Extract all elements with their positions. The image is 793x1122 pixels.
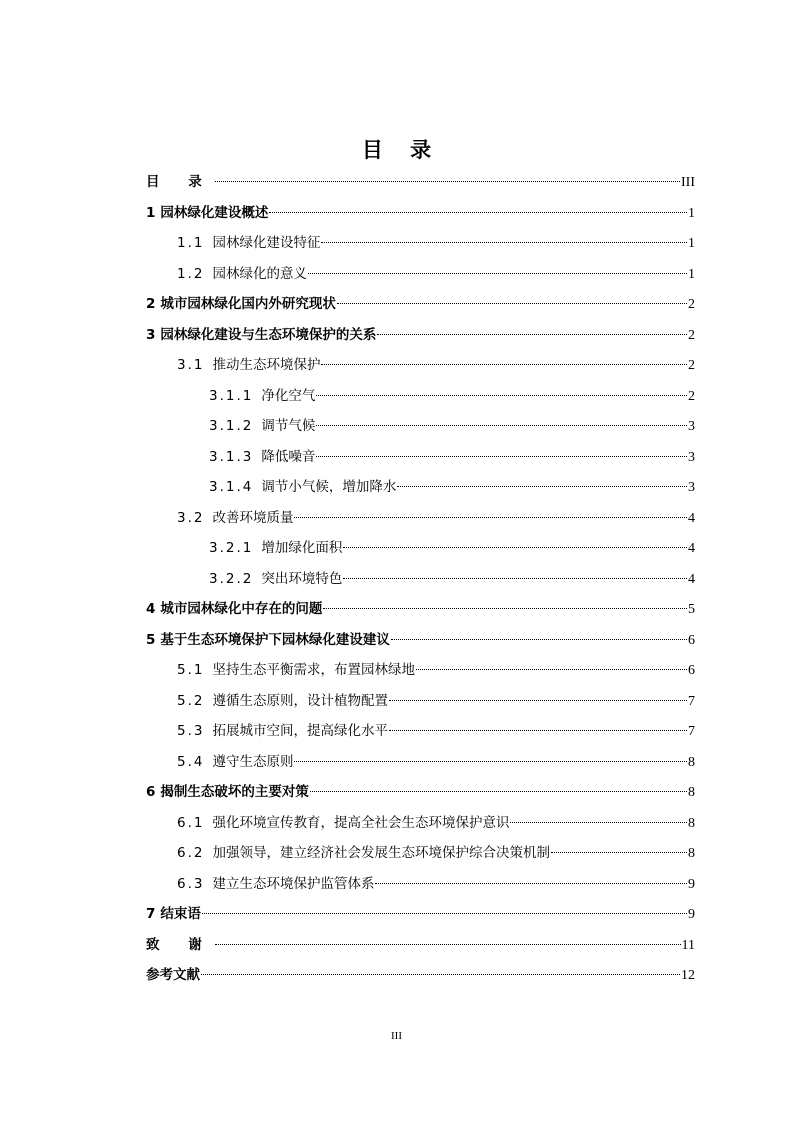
toc-dot-leader	[316, 395, 687, 396]
toc-dot-leader	[316, 425, 687, 426]
toc-entry-page: 11	[681, 937, 695, 953]
toc-entry-number: 7	[146, 906, 156, 922]
toc-entry[interactable]	[146, 228, 695, 259]
toc-dot-leader	[391, 639, 687, 640]
toc-entry[interactable]	[146, 381, 695, 412]
toc-entry-label: 强化环境宣传教育，提高全社会生态环境保护意识	[212, 814, 510, 831]
toc-entry-page: 7	[688, 693, 695, 709]
toc-entry-label: 调节小气候，增加降水	[261, 479, 397, 495]
toc-entry-page: 8	[688, 754, 695, 770]
toc-entry-page: 2	[688, 388, 695, 404]
toc-entry-label: 园林绿化建设与生态环境保护的关系	[160, 326, 377, 343]
toc-entry-page: 8	[688, 846, 695, 861]
toc-entry[interactable]	[146, 411, 695, 442]
toc-entry[interactable]	[146, 808, 695, 839]
toc-entry-label: 建立生态环境保护监管体系	[212, 875, 375, 892]
toc-entry-label: 园林绿化建设特征	[212, 235, 321, 251]
toc-entry-page: 9	[688, 907, 695, 922]
page-title: 目 录	[361, 138, 442, 162]
toc-entry[interactable]	[146, 198, 695, 229]
toc-entry-page: 6	[688, 663, 695, 678]
toc-entry-page: 1	[688, 205, 695, 221]
toc-entry-page: 3	[688, 419, 695, 434]
toc-dot-leader	[321, 364, 687, 365]
toc-entry-number: 1.2	[177, 265, 205, 282]
toc-entry-number: 5	[146, 631, 156, 648]
toc-entry-label: 突出环境特色	[261, 570, 343, 587]
toc-entry-label: 参考文献	[146, 967, 200, 983]
toc-entry-page: 3	[688, 449, 695, 465]
toc-entry[interactable]	[146, 594, 695, 625]
toc-entry[interactable]	[146, 930, 695, 961]
toc-entry-label: 改善环境质量	[212, 509, 294, 526]
toc-entry-label: 遵守生态原则	[212, 753, 294, 770]
toc-entry-number: 3	[146, 326, 156, 343]
toc-dot-leader	[294, 761, 687, 762]
toc-dot-leader	[551, 852, 687, 853]
toc-entry-number: 3.1.2	[209, 418, 254, 434]
toc-dot-leader	[323, 608, 687, 609]
toc-entry-label: 降低噪音	[261, 448, 316, 465]
toc-entry-page: 2	[688, 327, 695, 343]
toc-entry-label: 城市园林绿化中存在的问题	[160, 601, 323, 617]
toc-dot-leader	[397, 486, 687, 487]
toc-entry-number: 3.1.4	[209, 479, 254, 495]
toc-entry-number: 5.4	[177, 753, 205, 770]
toc-entry-page: 2	[688, 358, 695, 373]
toc-entry[interactable]	[146, 899, 695, 930]
toc-entry[interactable]	[146, 503, 695, 534]
toc-entry[interactable]	[146, 838, 695, 869]
toc-entry-label: 基于生态环境保护下园林绿化建设建议	[160, 631, 390, 648]
toc-entry[interactable]	[146, 777, 695, 808]
toc-entry[interactable]	[146, 472, 695, 503]
toc-entry-number: 5.3	[177, 723, 205, 739]
toc-entry-label: 推动生态环境保护	[212, 357, 321, 373]
toc-entry[interactable]	[146, 655, 695, 686]
toc-dot-leader	[375, 883, 687, 884]
toc-entry[interactable]	[146, 350, 695, 381]
toc-entry-number: 3.2.2	[209, 570, 254, 587]
toc-entry-label: 增加绿化面积	[261, 540, 343, 556]
toc-entry-number: 5.1	[177, 662, 205, 678]
toc-dot-leader	[416, 669, 687, 670]
toc-entry-label: 园林绿化的意义	[212, 265, 307, 282]
toc-dot-leader	[510, 822, 687, 823]
toc-entry-page: III	[681, 175, 695, 190]
toc-entry-page: 7	[688, 724, 695, 739]
toc-entry-number: 3.2.1	[209, 540, 254, 556]
toc-entry-label: 加强领导，建立经济社会发展生态环境保护综合决策机制	[212, 845, 550, 861]
toc-entry-label: 城市园林绿化国内外研究现状	[160, 296, 336, 312]
toc-entry-page: 4	[688, 541, 695, 556]
toc-entry-page: 6	[688, 632, 695, 648]
toc-dot-leader	[389, 730, 687, 731]
toc-entry[interactable]	[146, 259, 695, 290]
toc-entry-label: 净化空气	[261, 387, 316, 404]
toc-entry-label: 致 谢	[146, 936, 214, 953]
toc-entry-page: 4	[688, 571, 695, 587]
toc-dot-leader	[201, 974, 680, 975]
toc-entry-page: 12	[681, 968, 695, 983]
toc-entry[interactable]	[146, 716, 695, 747]
toc-entry-page: 1	[688, 266, 695, 282]
toc-entry-page: 2	[688, 297, 695, 312]
toc-entry-label: 揭制生态破坏的主要对策	[160, 784, 309, 800]
table-of-contents	[146, 167, 695, 991]
toc-dot-leader	[343, 578, 687, 579]
toc-entry-label: 目 录	[146, 174, 214, 190]
toc-entry-page: 1	[688, 236, 695, 251]
toc-entry-number: 5.2	[177, 692, 205, 709]
toc-dot-leader	[202, 913, 687, 914]
toc-entry-page: 8	[688, 815, 695, 831]
toc-entry[interactable]	[146, 564, 695, 595]
toc-entry-page: 5	[688, 602, 695, 617]
toc-entry-number: 3.2	[177, 509, 205, 526]
toc-entry-number: 6.2	[177, 845, 205, 861]
toc-entry[interactable]	[146, 442, 695, 473]
toc-entry-label: 坚持生态平衡需求，布置园林绿地	[212, 662, 415, 678]
toc-dot-leader	[269, 212, 687, 213]
toc-dot-leader	[377, 334, 687, 335]
toc-dot-leader	[215, 181, 680, 182]
toc-entry-page: 9	[688, 876, 695, 892]
toc-entry[interactable]	[146, 747, 695, 778]
toc-entry-number: 6.1	[177, 814, 205, 831]
toc-dot-leader	[389, 700, 687, 701]
toc-entry-label: 结束语	[160, 906, 201, 922]
toc-entry[interactable]	[146, 320, 695, 351]
toc-entry-page: 8	[688, 785, 695, 800]
toc-entry-number: 6.3	[177, 875, 205, 892]
toc-entry-number: 1.1	[177, 235, 205, 251]
toc-dot-leader	[215, 944, 681, 945]
toc-entry-number: 6	[146, 784, 156, 800]
toc-dot-leader	[321, 242, 687, 243]
toc-entry-number: 1	[146, 204, 156, 221]
toc-dot-leader	[294, 517, 687, 518]
toc-dot-leader	[337, 303, 687, 304]
toc-entry-label: 遵循生态原则，设计植物配置	[212, 692, 388, 709]
toc-entry-label: 调节气候	[261, 418, 316, 434]
toc-entry-number: 3.1.3	[209, 448, 254, 465]
toc-dot-leader	[308, 273, 687, 274]
toc-entry[interactable]	[146, 289, 695, 320]
toc-entry[interactable]	[146, 960, 695, 991]
toc-entry-number: 3.1.1	[209, 387, 254, 404]
toc-entry-page: 3	[688, 480, 695, 495]
toc-entry-label: 园林绿化建设概述	[160, 204, 269, 221]
toc-entry-number: 4	[146, 601, 156, 617]
toc-entry-number: 2	[146, 296, 156, 312]
toc-entry-number: 3.1	[177, 357, 205, 373]
toc-dot-leader	[310, 791, 687, 792]
toc-entry[interactable]	[146, 869, 695, 900]
toc-entry[interactable]	[146, 625, 695, 656]
page-number: III	[391, 1030, 402, 1042]
toc-entry-label: 拓展城市空间，提高绿化水平	[212, 723, 388, 739]
toc-dot-leader	[316, 456, 687, 457]
toc-dot-leader	[343, 547, 687, 548]
toc-entry[interactable]	[146, 167, 695, 198]
toc-entry[interactable]	[146, 533, 695, 564]
toc-entry[interactable]	[146, 686, 695, 717]
toc-entry-page: 4	[688, 510, 695, 526]
